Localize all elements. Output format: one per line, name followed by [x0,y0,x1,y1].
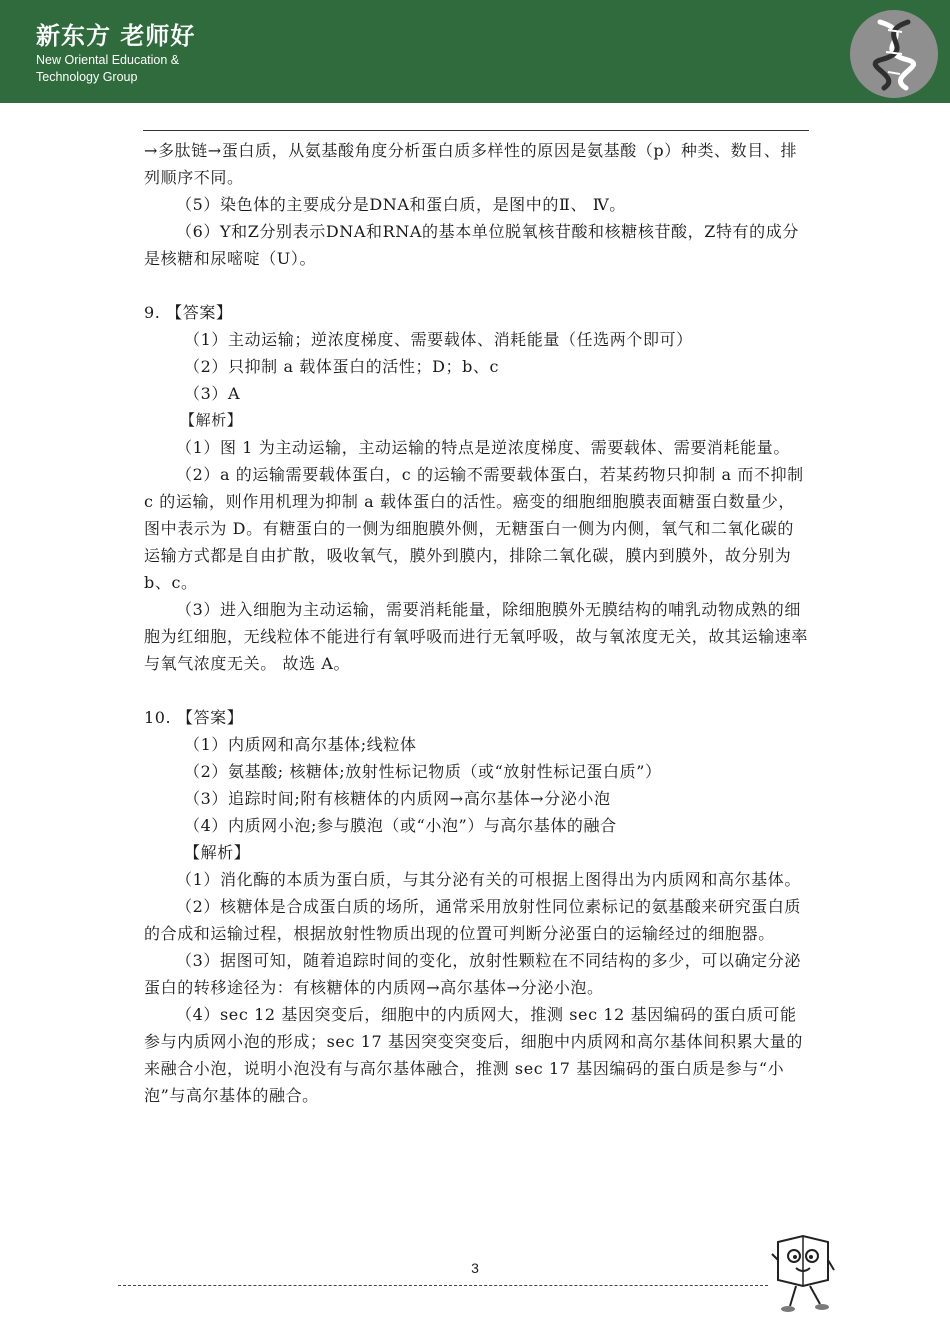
q9-analysis-2: （2）a 的运输需要载体蛋白，c 的运输不需要载体蛋白，若某药物只抑制 a 而不抑制 c 的运输，则作用机理为抑制 a 载体蛋白的活性。癌变的细胞细胞膜表面糖蛋白数量少，图中表示为 D。有糖蛋白的一侧为细胞膜外侧，无糖蛋白一侧为内侧，氧气和二氧化碳的运输方式都是自由扩散，吸收氧气，膜外到膜内，排除二氧化碳，膜内到膜外，故分别为 b、c。 [144,465,804,592]
q10-answer-1: （1）内质网和高尔基体;线粒体 [184,735,417,754]
q8-tail-p1: →多肽链→蛋白质，从氨基酸角度分析蛋白质多样性的原因是氨基酸（p）种类、数目、排列顺序不同。 [144,141,798,187]
q8-tail-p2: （5）染色体的主要成分是DNA和蛋白质，是图中的Ⅱ、 Ⅳ。 [176,195,626,214]
q9-answer-3: （3）A [184,384,241,403]
brand-name-cn: 新东方 老师好 [36,22,196,50]
q9-answer-1: （1）主动运输；逆浓度梯度、需要载体、消耗能量（任选两个即可） [184,330,693,349]
q10-title: 10. 【答案】 [144,708,244,727]
dna-helix-icon [850,10,938,98]
logo-badge [850,10,938,98]
q10-analysis-4: （4）sec 12 基因突变后，细胞中的内质网大，推测 sec 12 基因编码的蛋白质可能参与内质网小泡的形成；sec 17 基因突变突变后，细胞中内质网和高尔基体间积累大量的来融合小泡，说明小泡没有与高尔基体融合，推测 sec 17 基因编码的蛋白质是参与“小泡”与高尔基体的融合。 [144,1005,803,1105]
top-rule [143,130,809,131]
page-number: 3 [471,1260,479,1276]
q10-answer-3: （3）追踪时间;附有核糖体的内质网→高尔基体→分泌小泡 [184,789,611,808]
q10-analysis-1: （1）消化酶的本质为蛋白质，与其分泌有关的可根据上图得出为内质网和高尔基体。 [176,870,801,889]
brand-name-en-line1: New Oriental Education & [36,53,180,67]
q10-answer-4: （4）内质网小泡;参与膜泡（或“小泡”）与高尔基体的融合 [184,816,617,835]
document-body [144,137,808,1109]
q9-analysis-1: （1）图 1 为主动运输，主动运输的特点是逆浓度梯度、需要载体、需要消耗能量。 [176,438,790,457]
q10-analysis-label: 【解析】 [184,843,251,862]
q9-analysis-3: （3）进入细胞为主动运输，需要消耗能量，除细胞膜外无膜结构的哺乳动物成熟的细胞为红细胞，无线粒体不能进行有氧呼吸而进行无氧呼吸，故与氧浓度无关，故其运输速率与氧气浓度无关。 故选 A。 [144,600,809,673]
q9-answer-2: （2）只抑制 a 载体蛋白的活性；D；b、c [184,357,500,376]
q10-analysis-2: （2）核糖体是合成蛋白质的场所，通常采用放射性同位素标记的氨基酸来研究蛋白质的合成和运输过程，根据放射性物质出现的位置可判断分泌蛋白的运输经过的细胞器。 [144,897,801,943]
footer-dashed-rule [118,1285,768,1286]
q9-title: 9. 【答案】 [144,303,233,322]
q8-tail-p3: （6）Y和Z分别表示DNA和RNA的基本单位脱氧核苷酸和核糖核苷酸，Z特有的成分是核糖和尿嘧啶（U）。 [144,222,799,268]
page-header [0,0,950,103]
q9-analysis-label: 【解析】 [180,411,243,429]
q10-answer-2: （2）氨基酸; 核糖体;放射性标记物质（或“放射性标记蛋白质”） [184,762,662,781]
q10-analysis-3: （3）据图可知，随着追踪时间的变化，放射性颗粒在不同结构的多少，可以确定分泌蛋白的转移途径为：有核糖体的内质网→高尔基体→分泌小泡。 [144,951,801,997]
book-mascot-icon [770,1232,836,1316]
brand-name-en-line2: Technology Group [36,70,138,84]
